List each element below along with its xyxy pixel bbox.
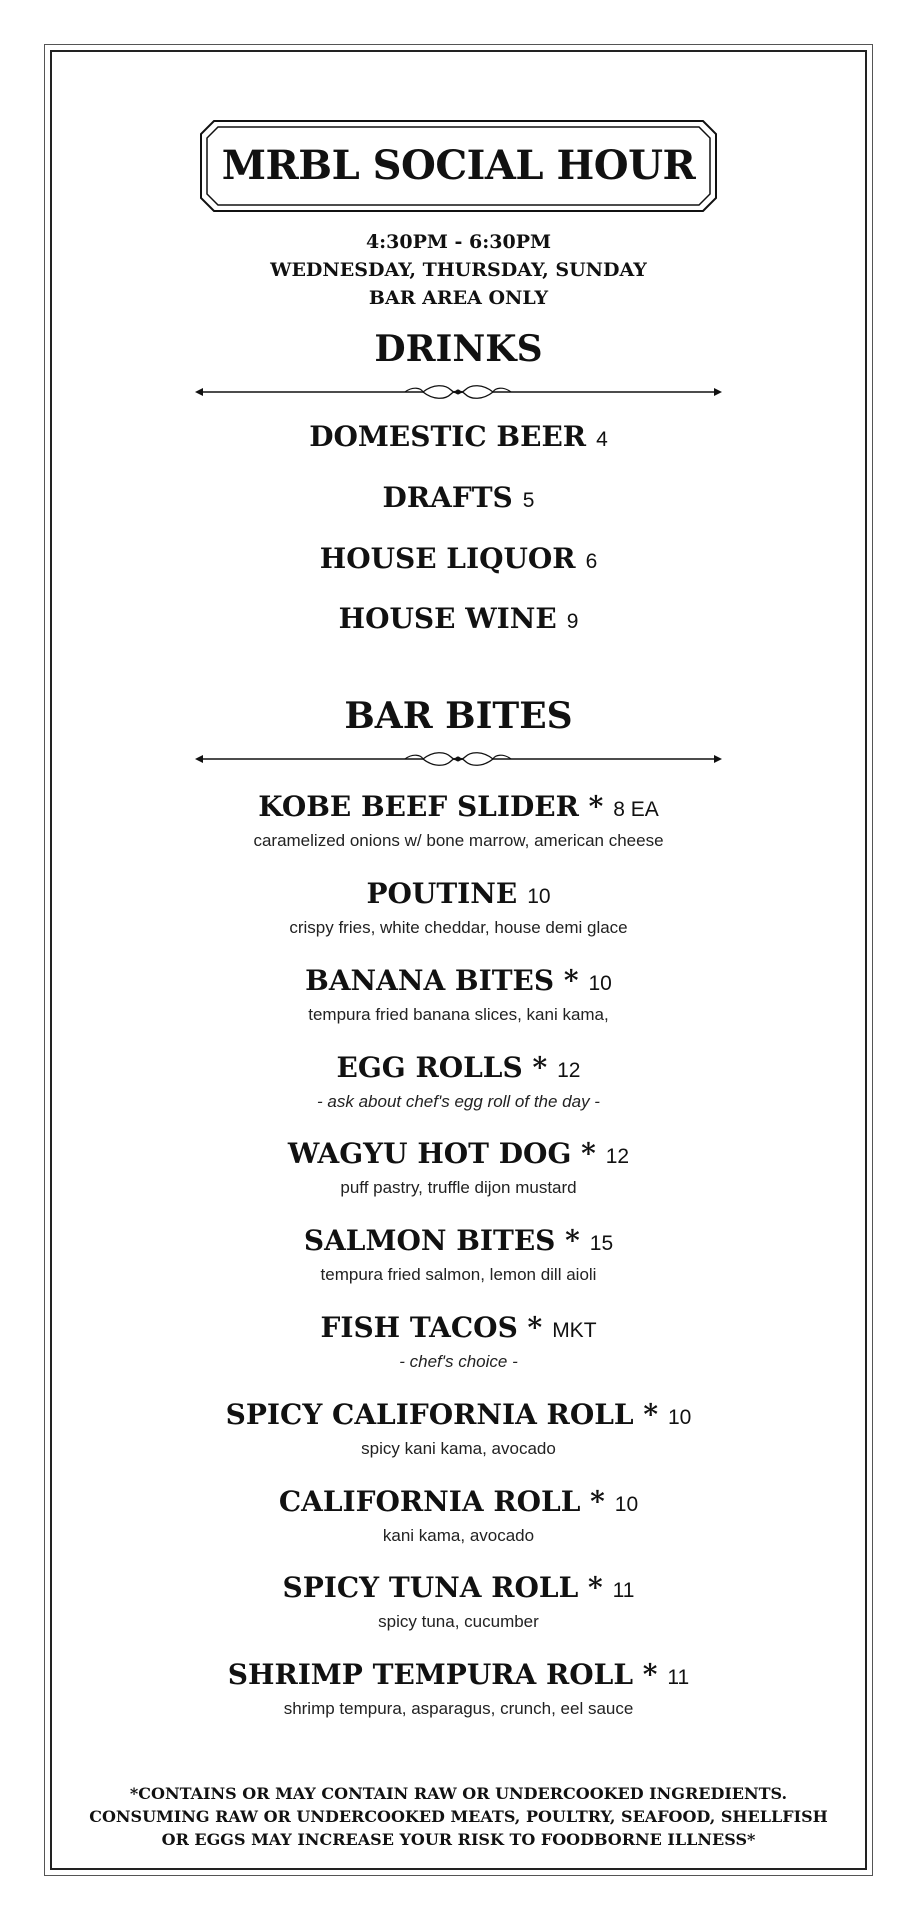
raw-food-disclaimer: *CONTAINS OR MAY CONTAIN RAW OR UNDERCOOKED INGREDIENTS. CONSUMING RAW OR UNDERCOOKED MEATS, POULTRY, SEAFOOD, SHELLFISH OR EGGS MAY INCREASE YOUR RISK TO FOODBORNE ILLNESS* [89,1784,828,1849]
menu-item [50,1050,867,1115]
item-name: EGG ROLLS * [336,1051,548,1084]
menu-item [50,1136,867,1201]
item-name: KOBE BEEF SLIDER * [258,790,604,823]
item-description: tempura fried salmon, lemon dill aioli [320,1265,597,1284]
item-description: - chef's choice - [399,1352,518,1371]
drink-price: 5 [522,489,535,512]
item-description: - ask about chef's egg roll of the day - [317,1092,600,1111]
item-description: kani kama, avocado [382,1526,535,1545]
location-text: BAR AREA ONLY [368,287,549,309]
drink-item [50,542,867,575]
item-price: 10 [527,885,551,908]
item-description: crispy fries, white cheddar, house demi glace [289,918,628,937]
item-description: puff pastry, truffle dijon mustard [340,1178,577,1197]
hours-text: 4:30PM - 6:30PM [365,231,552,253]
item-description: spicy tuna, cucumber [378,1612,539,1631]
menu-item [50,1657,867,1722]
drink-item [50,602,867,635]
menu-title: MRBL SOCIAL HOUR [221,142,696,189]
drink-name: HOUSE WINE [338,602,557,635]
item-price: 15 [589,1232,614,1255]
days-text: WEDNESDAY, THURSDAY, SUNDAY [270,259,647,281]
item-description: spicy kani kama, avocado [361,1439,556,1458]
bites-divider-ornament [195,749,722,769]
item-price: 10 [588,972,612,995]
item-price: 12 [557,1059,581,1082]
item-price: 8 EA [613,798,659,821]
drinks-section-title: DRINKS [374,328,543,370]
drink-item [50,420,867,453]
title-badge [200,120,717,212]
menu-item [50,963,867,1028]
menu-item [50,1223,867,1288]
item-name: BANANA BITES * [305,964,579,997]
item-price: 10 [614,1493,639,1516]
item-price: 10 [667,1406,692,1429]
drink-price: 6 [585,550,598,573]
item-name: WAGYU HOT DOG * [287,1137,596,1170]
menu-item [50,1397,867,1462]
drink-name: DOMESTIC BEER [309,420,587,453]
item-price: 11 [612,1579,635,1602]
drink-price: 4 [596,428,608,451]
item-name: SALMON BITES * [303,1224,580,1257]
item-name: SHRIMP TEMPURA ROLL * [227,1658,658,1691]
drink-price: 9 [566,610,579,633]
drinks-divider-ornament [195,382,722,402]
bites-section-title: BAR BITES [344,695,573,737]
menu-item [50,876,867,941]
item-price: 11 [667,1666,690,1689]
item-name: SPICY CALIFORNIA ROLL * [225,1398,658,1431]
item-name: SPICY TUNA ROLL * [282,1571,603,1604]
item-name: POUTINE [366,877,518,910]
drink-name: HOUSE LIQUOR [319,542,576,575]
menu-page [50,50,867,1870]
menu-item [50,1310,867,1375]
menu-item [50,1570,867,1635]
item-description: shrimp tempura, asparagus, crunch, eel sauce [283,1699,634,1718]
item-price: 12 [605,1145,630,1168]
item-price: MKT [552,1319,597,1342]
item-name: CALIFORNIA ROLL * [278,1485,605,1518]
menu-item [50,789,867,854]
item-name: FISH TACOS * [320,1311,543,1344]
item-description: caramelized onions w/ bone marrow, american cheese [253,831,664,850]
item-description: tempura fried banana slices, kani kama, [308,1005,609,1024]
drink-item [50,481,867,514]
drink-name: DRAFTS [382,481,513,514]
menu-item [50,1484,867,1549]
